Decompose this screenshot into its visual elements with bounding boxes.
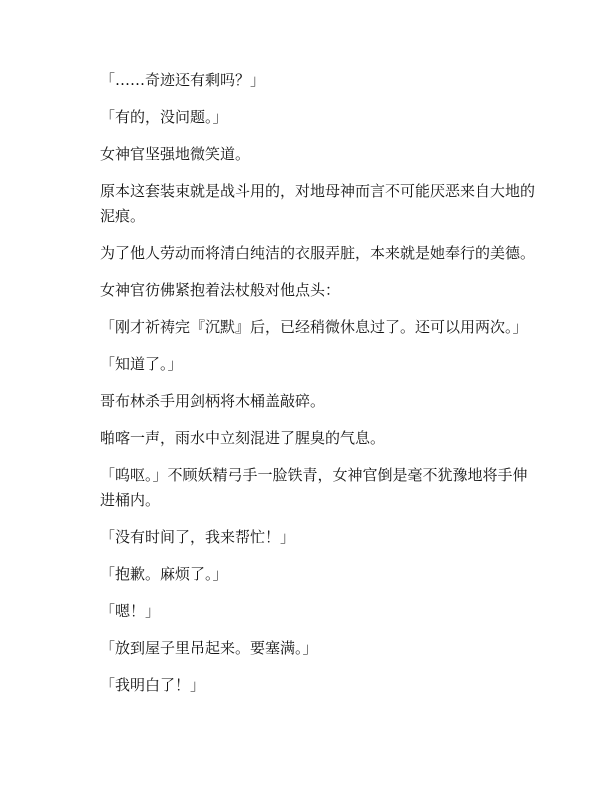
paragraph-3: 女神官坚强地微笑道。	[100, 145, 251, 163]
paragraph-10: 啪喀一声，雨水中立刻混进了腥臭的气息。	[100, 429, 386, 447]
paragraph-5: 为了他人劳动而将清白纯洁的衣服弄脏，本来就是她奉行的美德。	[100, 244, 536, 262]
paragraph-15: 「放到屋子里吊起来。要塞满。」	[100, 639, 318, 657]
paragraph-9: 哥布林杀手用剑柄将木桶盖敲碎。	[100, 392, 326, 410]
paragraph-11: 「呜呕。」不顾妖精弓手一脸铁青，女神官倒是毫不犹豫地将手伸进桶内。	[100, 466, 528, 509]
text-body	[100, 68, 540, 710]
paragraph-6: 女神官彷佛紧抱着法杖般对他点头：	[100, 281, 341, 299]
paragraph-16: 「我明白了！」	[100, 676, 206, 694]
paragraph-14: 「嗯！」	[100, 602, 161, 620]
paragraph-2: 「有的，没问题。」	[100, 108, 228, 126]
paragraph-12: 「没有时间了，我来帮忙！」	[100, 528, 296, 546]
paragraph-4: 原本这套装束就是战斗用的，对地母神而言不可能厌恶来自大地的泥痕。	[100, 182, 536, 225]
paragraph-13: 「抱歉。麻烦了。」	[100, 565, 228, 583]
paragraph-1: 「……奇迹还有剩吗？」	[100, 71, 266, 89]
paragraph-7: 「刚才祈祷完『沉默』后，已经稍微休息过了。还可以用两次。」	[100, 318, 528, 336]
paragraph-8: 「知道了。」	[100, 355, 183, 373]
